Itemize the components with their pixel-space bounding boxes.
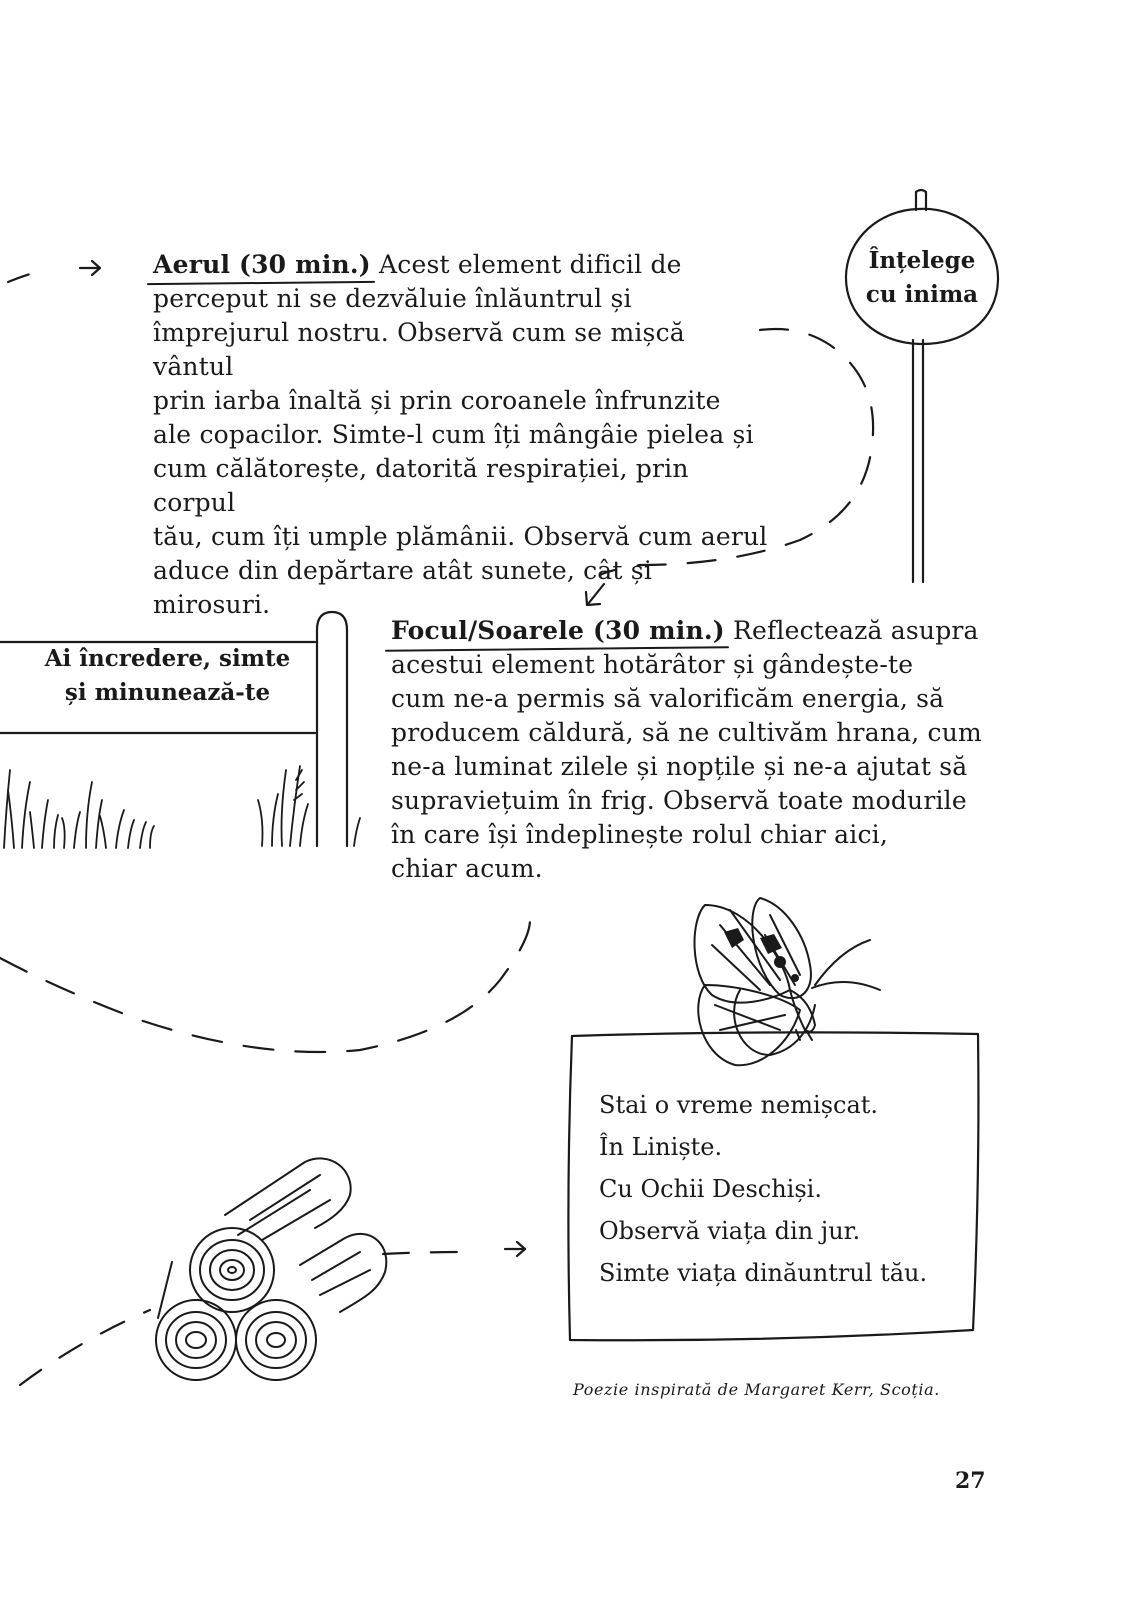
- dashed-path-bottom-left: [20, 1310, 150, 1385]
- poem-line: Stai o vreme nemișcat.: [599, 1091, 879, 1119]
- board-sign-line2: și minunează-te: [64, 679, 271, 706]
- poem-line: Observă viața din jur.: [599, 1217, 861, 1245]
- poem-line: Cu Ochii Deschiși.: [599, 1175, 822, 1203]
- fire-line: ne-a luminat zilele și nopțile și ne-a ajutat să: [391, 752, 968, 781]
- fire-line: producem căldură, să ne cultivăm hrana, cum: [391, 718, 982, 747]
- page-number: 27: [955, 1468, 986, 1494]
- air-line: aduce din depărtare atât sunete, cât și mirosuri.: [153, 556, 653, 619]
- dashed-path-logs-to-poem: [383, 1252, 470, 1254]
- poem-line: Simte viața dinăuntrul tău.: [599, 1259, 928, 1287]
- air-line: prin iarba înaltă și prin coroanele înfrunzite: [153, 386, 721, 415]
- fire-line: supraviețuim în frig. Observă toate modurile: [391, 786, 967, 815]
- dashed-path-bottom-loop: [0, 920, 530, 1052]
- air-line: tău, cum îți umple plămânii. Observă cum aerul: [153, 522, 768, 551]
- air-first-line: [153, 248, 773, 282]
- firewood-logs-icon: [156, 1158, 386, 1380]
- poem-caption: Poezie inspirată de Margaret Kerr, Scoția.: [573, 1380, 940, 1399]
- air-line: cum călătorește, datorită respirației, prin corpul: [153, 454, 689, 517]
- air-heading: Aerul (30 min.): [153, 248, 371, 282]
- poem: [599, 1084, 969, 1294]
- air-line: împrejurul nostru. Observă cum se mișcă vântul: [153, 318, 685, 381]
- fire-line: în care își îndeplinește rolul chiar aici,: [391, 820, 888, 849]
- section-air: [153, 248, 773, 622]
- air-line-0: Acest element dificil de: [379, 250, 682, 279]
- butterfly-icon: [695, 898, 880, 1065]
- board-sign-line1: Ai încredere, simte: [44, 645, 291, 672]
- grass-icon: [258, 766, 360, 846]
- dashed-path-top-left: [8, 270, 44, 282]
- arrow-right-icon: [80, 261, 100, 275]
- round-sign-line2: cu inima: [865, 281, 979, 308]
- section-fire: [391, 614, 991, 886]
- fire-line: acestui element hotărâtor și gândește-te: [391, 650, 914, 679]
- round-sign-line1: Înțelege: [868, 247, 976, 274]
- fire-line-0: Reflectează asupra: [732, 616, 979, 645]
- poem-line: În Liniște.: [599, 1133, 723, 1161]
- fire-line: chiar acum.: [391, 854, 543, 883]
- arrow-right-icon: [505, 1242, 525, 1256]
- fire-first-line: [391, 614, 991, 648]
- board-sign: [40, 642, 295, 710]
- fire-line: cum ne-a permis să valorificăm energia, să: [391, 684, 945, 713]
- air-line: perceput ni se dezvăluie înlăuntrul și: [153, 284, 632, 313]
- round-sign: [846, 244, 998, 312]
- grass-icon: [4, 770, 154, 848]
- fire-heading: Focul/Soarele (30 min.): [391, 614, 725, 648]
- air-line: ale copacilor. Simte-l cum îți mângâie pielea și: [153, 420, 754, 449]
